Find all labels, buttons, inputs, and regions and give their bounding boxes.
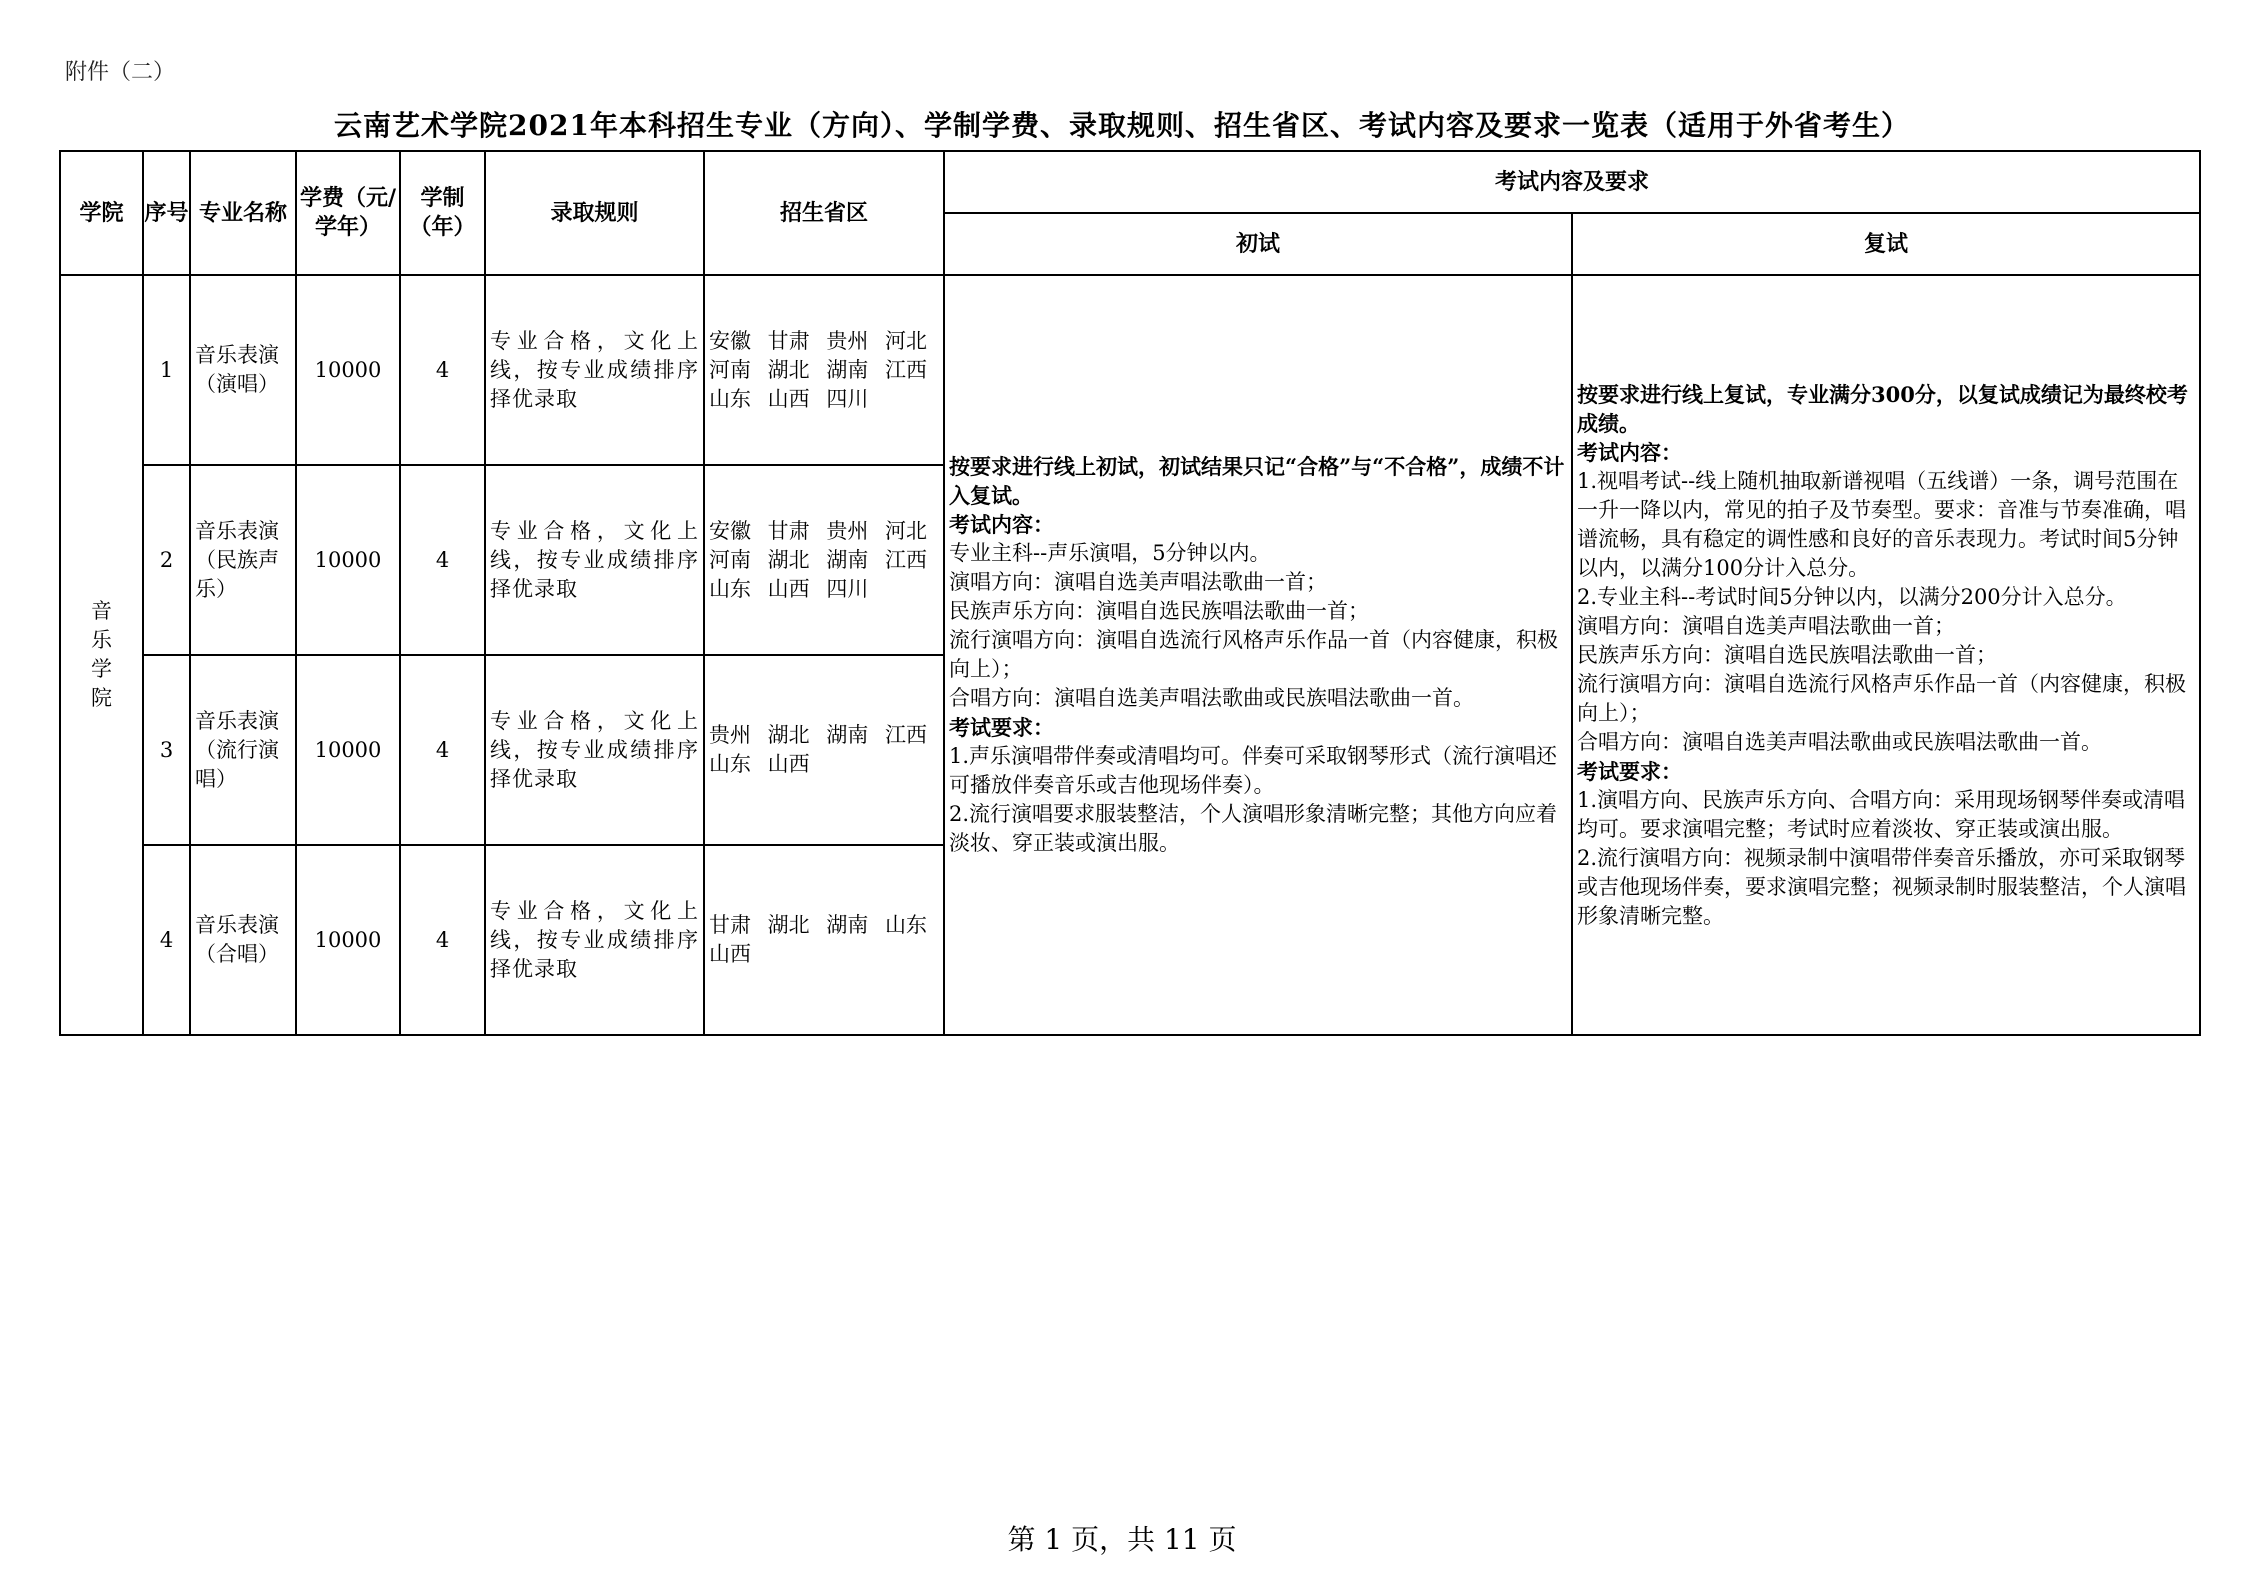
rule-cell: 专业合格，文化上线，按专业成绩排序择优录取 (485, 655, 704, 845)
years-cell: 4 (400, 845, 485, 1035)
rule-cell: 专业合格，文化上线，按专业成绩排序择优录取 (485, 465, 704, 655)
second-exam-content-4: 民族声乐方向：演唱自选民族唱法歌曲一首； (1577, 642, 1997, 667)
first-exam-content-title: 考试内容： (949, 512, 1054, 537)
second-exam-content-title: 考试内容： (1577, 439, 1682, 465)
header-major: 专业名称 (190, 151, 296, 275)
first-exam-content-2: 演唱方向：演唱自选美声唱法歌曲一首； (949, 570, 1327, 594)
college-name: 音乐学院 (91, 599, 112, 710)
first-exam-cell (944, 275, 1572, 1035)
first-exam-content-4: 流行演唱方向：演唱自选流行风格声乐作品一首（内容健康，积极向上）； (949, 628, 1558, 681)
header-second-exam: 复试 (1572, 213, 2200, 275)
first-exam-content-3: 民族声乐方向：演唱自选民族唱法歌曲一首； (949, 599, 1369, 623)
page-footer: 第 1 页，共 11 页 (1007, 1523, 1237, 1556)
second-exam-intro: 按要求进行线上复试，专业满分300分，以复试成绩记为最终校考成绩。 (1577, 381, 2188, 436)
header-college: 学院 (60, 151, 143, 275)
fee-cell: 10000 (296, 845, 400, 1035)
fee-cell: 10000 (296, 465, 400, 655)
years-cell: 4 (400, 275, 485, 465)
header-first-exam: 初试 (944, 213, 1572, 275)
table-row (60, 275, 2200, 465)
major-cell: 音乐表演（民族声乐） (190, 465, 296, 655)
header-years: 学制（年） (400, 151, 485, 275)
first-exam-intro: 按要求进行线上初试，初试结果只记“合格”与“不合格”，成绩不计入复试。 (949, 454, 1565, 508)
provinces-cell: 安徽 甘肃 贵州 河北 河南 湖北 湖南 江西 山东 山西 四川 (704, 275, 944, 465)
header-fee: 学费（元/学年） (296, 151, 400, 275)
page-title: 云南艺术学院2021年本科招生专业（方向）、学制学费、录取规则、招生省区、考试内容及要求一览表（适用于外省考生） (334, 109, 1910, 142)
admissions-table (59, 150, 2201, 1036)
second-exam-req-title: 考试要求： (1577, 758, 1682, 784)
second-exam-cell (1572, 275, 2200, 1035)
first-exam-req-1: 1.声乐演唱带伴奏或清唱均可。伴奏可采取钢琴形式（流行演唱还可播放伴奏音乐或吉他现场伴奏）。 (949, 744, 1558, 797)
seq-cell: 2 (143, 465, 190, 655)
second-exam-content-6: 合唱方向：演唱自选美声唱法歌曲或民族唱法歌曲一首。 (1577, 729, 2102, 754)
years-cell: 4 (400, 465, 485, 655)
second-exam-content-5: 流行演唱方向：演唱自选流行风格声乐作品一首（内容健康，积极向上）； (1577, 671, 2186, 725)
fee-cell: 10000 (296, 655, 400, 845)
major-cell: 音乐表演（演唱） (190, 275, 296, 465)
college-cell (60, 275, 143, 1035)
provinces-cell: 甘肃 湖北 湖南 山东 山西 (704, 845, 944, 1035)
header-exam: 考试内容及要求 (944, 151, 2200, 213)
first-exam-content-5: 合唱方向：演唱自选美声唱法歌曲或民族唱法歌曲一首。 (949, 686, 1474, 710)
header-rule: 录取规则 (485, 151, 704, 275)
seq-cell: 4 (143, 845, 190, 1035)
seq-cell: 1 (143, 275, 190, 465)
seq-cell: 3 (143, 655, 190, 845)
fee-cell: 10000 (296, 275, 400, 465)
second-exam-content-3: 演唱方向：演唱自选美声唱法歌曲一首； (1577, 613, 1955, 638)
years-cell: 4 (400, 655, 485, 845)
first-exam-req-title: 考试要求： (949, 715, 1054, 740)
first-exam-req-2: 2.流行演唱要求服装整洁，个人演唱形象清晰完整；其他方向应着淡妆、穿正装或演出服。 (949, 802, 1558, 855)
major-cell: 音乐表演（流行演唱） (190, 655, 296, 845)
major-cell: 音乐表演（合唱） (190, 845, 296, 1035)
first-exam-content-1: 专业主科--声乐演唱，5分钟以内。 (949, 541, 1271, 565)
provinces-cell: 贵州 湖北 湖南 江西 山东 山西 (704, 655, 944, 845)
second-exam-content-1: 1.视唱考试--线上随机抽取新谱视唱（五线谱）一条，调号范围在一升一降以内，常见的拍子及节奏型。要求：音准与节奏准确，唱谱流畅，具有稳定的调性感和良好的音乐表现力。考试时间5分钟以内，以满分100分计入总分。 (1577, 468, 2186, 580)
rule-cell: 专业合格，文化上线，按专业成绩排序择优录取 (485, 845, 704, 1035)
second-exam-content-2: 2.专业主科--考试时间5分钟以内，以满分200分计入总分。 (1577, 584, 2127, 609)
second-exam-req-1: 1.演唱方向、民族声乐方向、合唱方向：采用现场钢琴伴奏或清唱均可。要求演唱完整；考试时应着淡妆、穿正装或演出服。 (1577, 787, 2186, 841)
attachment-label: 附件（二） (65, 60, 176, 85)
header-seq: 序号 (143, 151, 190, 275)
second-exam-req-2: 2.流行演唱方向：视频录制中演唱带伴奏音乐播放，亦可采取钢琴或吉他现场伴奏，要求演唱完整；视频录制时服装整洁，个人演唱形象清晰完整。 (1577, 845, 2186, 928)
provinces-cell: 安徽 甘肃 贵州 河北 河南 湖北 湖南 江西 山东 山西 四川 (704, 465, 944, 655)
header-provinces: 招生省区 (704, 151, 944, 275)
rule-cell: 专业合格，文化上线，按专业成绩排序择优录取 (485, 275, 704, 465)
